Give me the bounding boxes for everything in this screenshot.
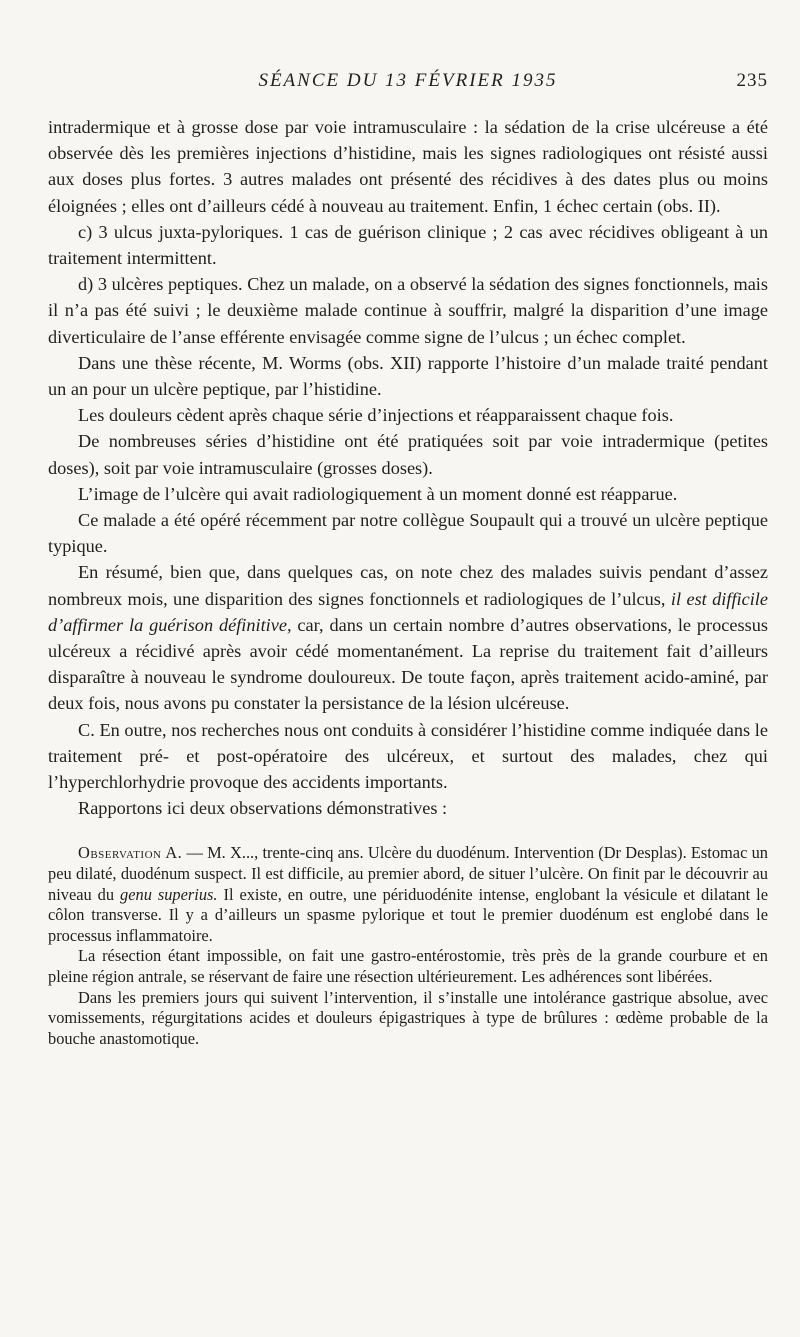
running-title: SÉANCE DU 13 FÉVRIER 1935 — [258, 70, 558, 91]
running-head — [48, 70, 768, 100]
paragraph: Ce malade a été opéré récemment par notre collègue Soupault qui a trouvé un ulcère peptique typique. — [48, 510, 768, 557]
paragraph-summary — [48, 559, 768, 716]
paragraph: Dans une thèse récente, M. Worms (obs. XII) rapporte l’histoire d’un malade traité pendant un an pour un ulcère peptique, par l’histidine. — [48, 352, 768, 400]
observation-block — [48, 843, 768, 1049]
paragraph: C. En outre, nos recherches nous ont conduits à considérer l’histidine comme indiquée dans le traitement pré- et post-opératoire des ulcéreux, et surtout des malades, chez qui l’hyperchlorhydrie provoque des accidents importants. — [48, 719, 768, 793]
observation-paragraph: Dans les premiers jours qui suivent l’intervention, il s’installe une intolérance gastrique absolue, avec vomissements, régurgitations acides et douleurs épigastriques à type de brûlures : œdème probable de la bouche anastomotique. — [48, 987, 768, 1048]
observation-paragraph: La résection étant impossible, on fait une gastro-entérostomie, très près de la grande courbure et en pleine région antrale, se réservant de faire une résection ultérieurement. Les adhérences sont libérées. — [48, 946, 768, 987]
observation-label: Observation A. — [78, 843, 183, 863]
summary-emphasis: il est difficile d’affirmer la guérison définitive, — [48, 588, 769, 635]
paragraph: L’image de l’ulcère qui avait radiologiquement à un moment donné est réapparue. — [78, 483, 678, 504]
summary-start: En résumé, bien que, dans quelques cas, on note chez des malades suivis pendant d’assez nombreux mois, une disparition des signes fonctionnels et radiologiques de l’ulcus, — [48, 562, 768, 609]
summary-end: car, dans un certain nombre d’autres observations, le processus ulcéreux a récidivé après avoir cédé momentanément. La reprise du traitement fait d’ailleurs disparaître à nouveau le syndrome douloureux. De toute façon, après traitement acido-aminé, par deux fois, nous avons pu constater la persistance de la lésion ulcéreuse. — [48, 614, 768, 714]
main-text — [48, 114, 768, 821]
paragraph: d) 3 ulcères peptiques. Chez un malade, on a observé la sédation des signes fonctionnels, mais il n’a pas été suivi ; le deuxième malade continue à souffrir, malgré la disparition d’une image diverticulaire de l’anse efférente envisagée comme signe de l’ulcus ; un échec complet. — [48, 274, 768, 347]
paragraph: De nombreuses séries d’histidine ont été pratiquées soit par voie intradermique (petites doses), soit par voie intramusculaire (grosses doses). — [48, 431, 768, 478]
observation-intro: — M. X..., trente-cinq ans. Ulcère du duodénum. Intervention (Dr Desplas). Estomac un peu dilaté, duodénum suspect. Il est difficile, au premier abord, de situer l’ulcère. On finit par le découvrir au niveau du — [48, 843, 768, 904]
paragraph: c) 3 ulcus juxta-pyloriques. 1 cas de guérison clinique ; 2 cas avec récidives obligeant à un traitement intermittent. — [48, 221, 768, 269]
page-number: 235 — [736, 70, 768, 91]
observation-italic: genu superius. — [120, 884, 218, 904]
paragraph: intradermique et à grosse dose par voie intramusculaire : la sédation de la crise ulcéreuse a été observée dès les premières injections d’histidine, mais les signes radiologiques ont résisté aussi aux doses plus fortes. 3 autres malades ont présenté des récidives à des dates plus ou moins éloignées ; elles ont d’ailleurs cédé à nouveau au traitement. Enfin, 1 échec certain (obs. II). — [48, 117, 768, 216]
observation-rest: Il existe, en outre, une périduodénite intense, englobant la vésicule et dilatant le côlon transverse. Il y a d’ailleurs un spasme pylorique et tout le premier duodénum est englobé dans le processus inflammatoire. — [48, 884, 768, 945]
paragraph: Rapportons ici deux observations démonstratives : — [78, 798, 448, 819]
paragraph: Les douleurs cèdent après chaque série d’injections et réapparaissent chaque fois. — [78, 405, 674, 426]
observation-paragraph — [48, 843, 768, 946]
